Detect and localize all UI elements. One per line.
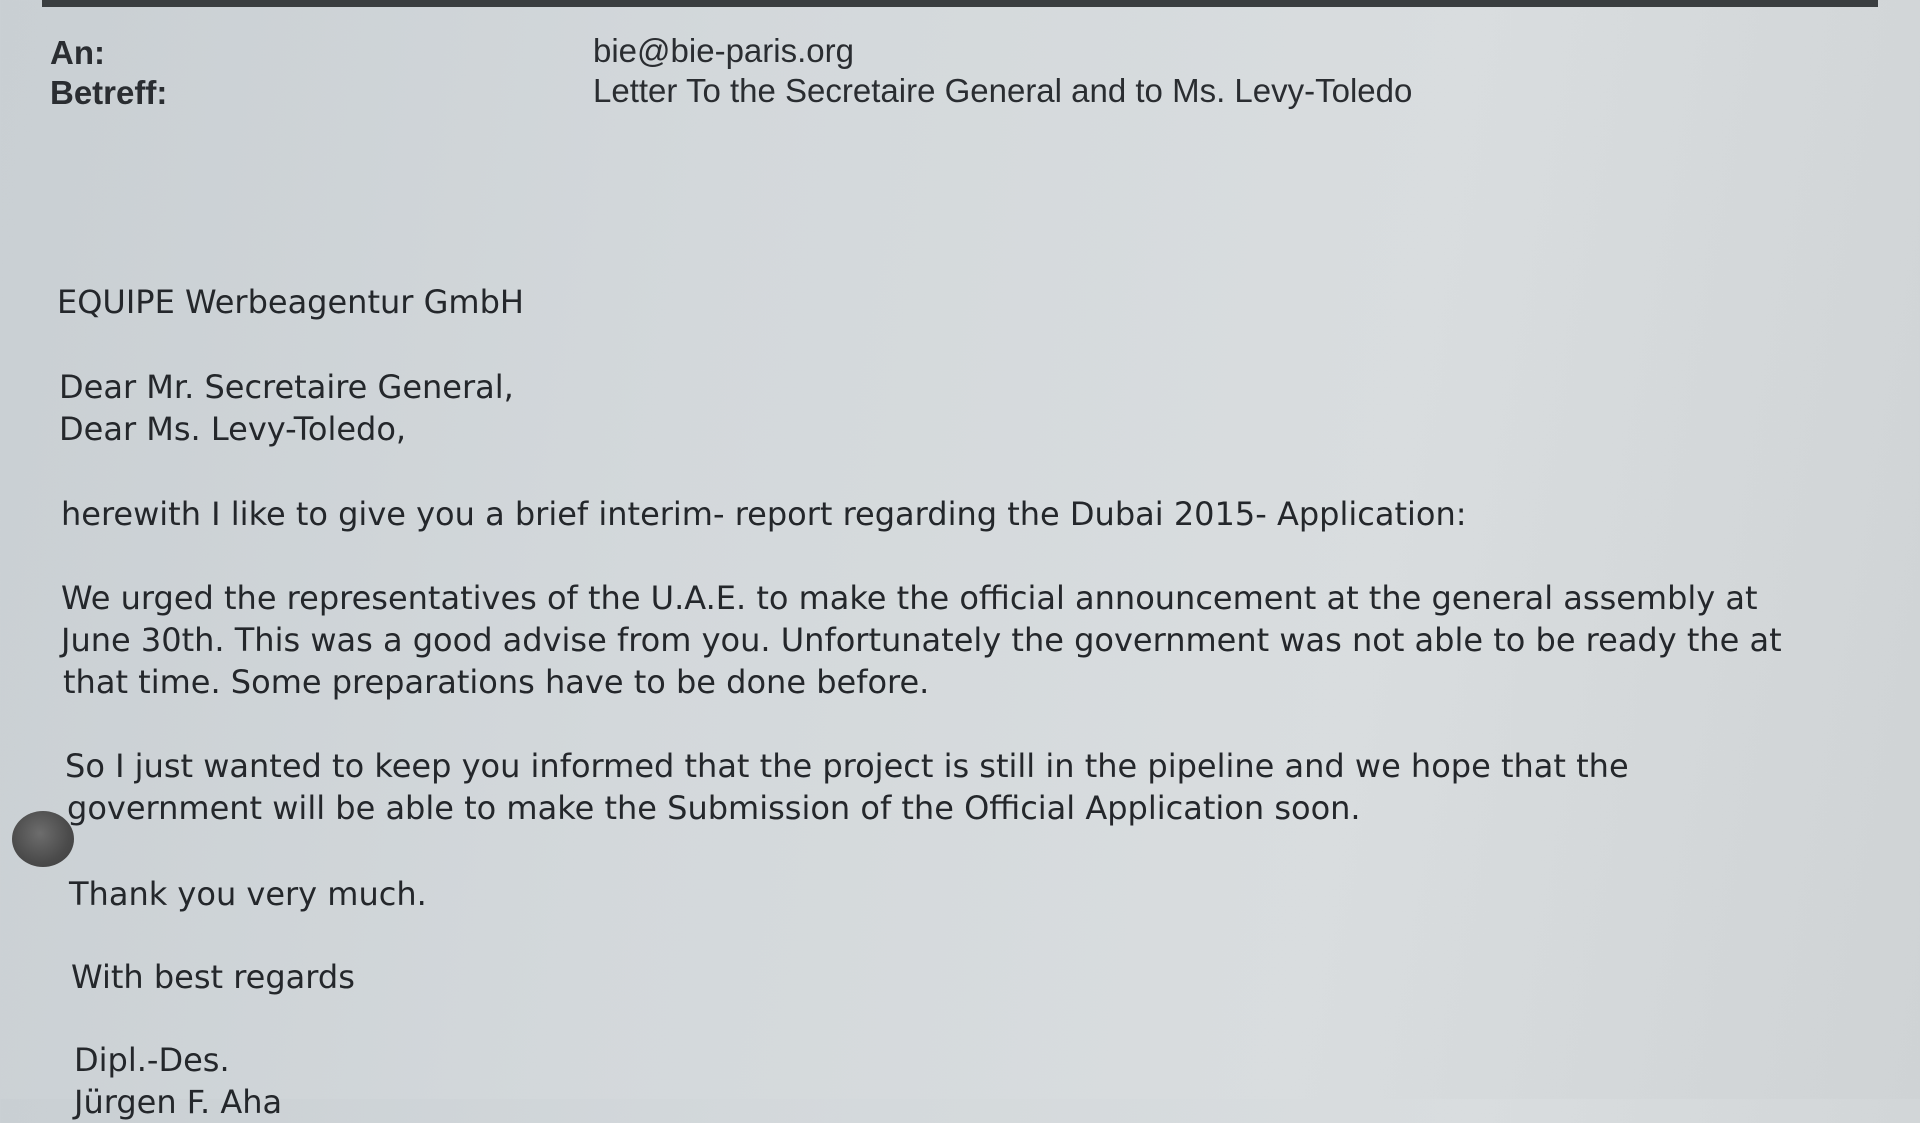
paragraph-1-line-3: that time. Some preparations have to be done before. (63, 663, 930, 701)
thanks-line: Thank you very much. (69, 875, 427, 913)
closing-line: With best regards (71, 958, 355, 996)
subject-label: Betreff: (50, 74, 168, 111)
top-rule (42, 0, 1878, 7)
punch-hole (12, 811, 74, 867)
salutation-levy-toledo: Dear Ms. Levy-Toledo, (59, 410, 407, 448)
paragraph-1-line-1: We urged the representatives of the U.A.E. to make the official announcement at the general assembly at (61, 579, 1758, 617)
paragraph-2-line-2: government will be able to make the Submission of the Official Application soon. (67, 789, 1361, 827)
paragraph-1-line-2: June 30th. This was a good advise from you. Unfortunately the government was not able to be ready the at (61, 621, 1782, 659)
signature-name: Jürgen F. Aha (74, 1083, 283, 1121)
salutation-secretaire: Dear Mr. Secretaire General, (59, 368, 514, 406)
to-email: bie@bie-paris.org (593, 32, 854, 69)
to-label: An: (50, 34, 105, 71)
signature-title: Dipl.-Des. (74, 1041, 230, 1079)
paragraph-2-line-1: So I just wanted to keep you informed that the project is still in the pipeline and we hope that the (65, 747, 1629, 785)
subject-text: Letter To the Secretaire General and to Ms. Levy-Toledo (593, 72, 1413, 109)
intro-paragraph: herewith I like to give you a brief interim- report regarding the Dubai 2015- Application: (61, 495, 1467, 533)
company-name: EQUIPE Werbeagentur GmbH (57, 283, 524, 321)
